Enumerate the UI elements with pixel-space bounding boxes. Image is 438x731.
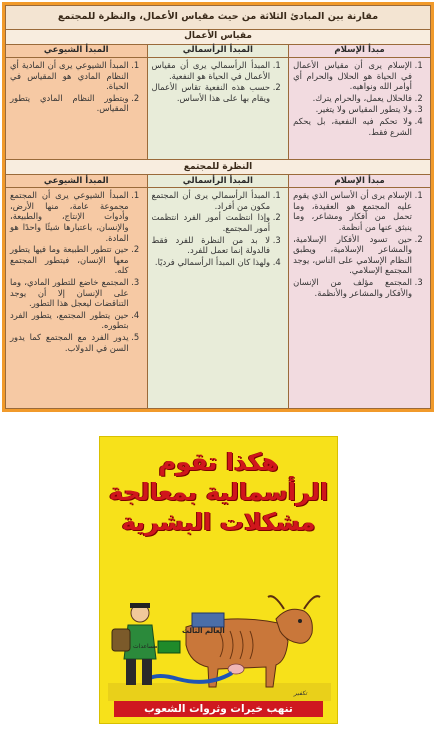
column-header-capitalism: المبدأ الرأسمالي <box>147 44 289 58</box>
list-item: 3. لا بد من النظرة للفرد فقط فالدولة إنما تعمل للفرد. <box>152 235 271 256</box>
section-heading-society-view: النظرة للمجتمع <box>6 160 431 175</box>
poster-bottom-banner: تنهب خيرات وثروات الشعوب <box>114 701 323 717</box>
list-item: 1. الإسلام يرى أن مقياس الأعمال في الحياة هو الحلال والحرام أي أوامر الله ونواهيه. <box>293 60 412 92</box>
list-item: 2. حين تسود الأفكار الإسلامية، والمشاعر الإسلامية، ويطبق النظام الإسلامي على الناس، يوجد المجتمع الإسلامي. <box>293 234 412 276</box>
cell-communism-society-view <box>6 188 148 409</box>
comparison-table <box>5 5 431 409</box>
list-item: 1. الإسلام يرى أن الأساس الذي يقوم عليه المجتمع هو العقيدة، وما تحمل من أفكار ومشاعر، وما ينبثق عنها من أنظمة. <box>293 190 412 232</box>
table-title: مقارنة بين المبادئ الثلاثة من حيث مقياس الأعمال، والنظرة للمجتمع <box>6 6 431 30</box>
cell-capitalism-society-view <box>147 188 289 409</box>
list-item: 3. ولا يتطور المقياس ولا يتغير. <box>293 104 412 115</box>
cartoon-drawing <box>108 583 331 701</box>
cartoon-poster <box>99 436 338 724</box>
list-item: 5. يدور الفرد مع المجتمع كما يدور السن في الدولاب. <box>10 332 129 353</box>
list-item: 1. المبدأ الشيوعي يرى أن المادية أي النظام المادي هو المقياس في الحياة. <box>10 60 129 92</box>
column-header-islam: مبدأ الإسلام <box>289 44 431 58</box>
list-item: 2. وبتطور النظام المادي يتطور المقياس. <box>10 93 129 114</box>
list-item: 2. حين تتطور الطبيعة وما فيها يتطور معها الإنسان، فيتطور المجتمع كله. <box>10 244 129 276</box>
cell-capitalism-work-measure <box>147 58 289 160</box>
list-item: 2. حسب هذه النفعية تقاس الأعمال ويقام بها على هذا الأساس. <box>152 82 271 103</box>
column-header-communism: المبدأ الشيوعي <box>6 174 148 188</box>
list-item: 2. وإذا انتظمت أمور الفرد انتظمت أمور المجتمع. <box>152 212 271 233</box>
cell-islam-society-view <box>289 188 431 409</box>
cow-label: العالم الثالث <box>182 627 225 635</box>
cell-communism-work-measure <box>6 58 148 160</box>
cartoon-illustration <box>108 583 329 701</box>
list-item: 3. المجتمع خاضع للتطور المادي، وما على الإنسان إلا أن يوجد التناقضات ليعجل هذا التطور. <box>10 277 129 309</box>
list-item: 4. ولهذا كان المبدأ الرأسمالي فرديًا. <box>152 257 271 268</box>
artist-signature: تكفير <box>293 690 307 697</box>
column-header-capitalism: المبدأ الرأسمالي <box>147 174 289 188</box>
list-item: 1. المبدأ الرأسمالي يرى أن المجتمع مكون من أفراد. <box>152 190 271 211</box>
section-heading-work-measure: مقياس الأعمال <box>6 29 431 44</box>
list-item: 4. حين يتطور المجتمع، يتطور الفرد بتطوره. <box>10 310 129 331</box>
list-item: 1. المبدأ الرأسمالي يرى أن مقياس الأعمال في الحياة هو النفعية. <box>152 60 271 81</box>
cell-islam-work-measure <box>289 58 431 160</box>
list-item: 1. المبدأ الشيوعي يرى أن المجتمع مجموعة عامة، منها الأرض، وأدوات الإنتاج، والطبيعة، والإنسان، باعتبارها شيئًا واحدًا هو المادة. <box>10 190 129 243</box>
list-item: 3. المجتمع مؤلف من الإنسان والأفكار والمشاعر والأنظمة. <box>293 277 412 298</box>
list-item: 2. فالحلال يعمل، والحرام يترك. <box>293 93 412 104</box>
column-header-communism: المبدأ الشيوعي <box>6 44 148 58</box>
poster-headline: هكذا تقوم الرأسمالية بمعالجة مشكلات البشرية <box>108 448 329 536</box>
list-item: 4. ولا تحكم فيه النفعية، بل يحكم الشرع فقط. <box>293 116 412 137</box>
comparison-table-frame <box>2 2 434 412</box>
column-header-islam: مبدأ الإسلام <box>289 174 431 188</box>
aid-bag-label: مساعدات <box>133 643 158 650</box>
